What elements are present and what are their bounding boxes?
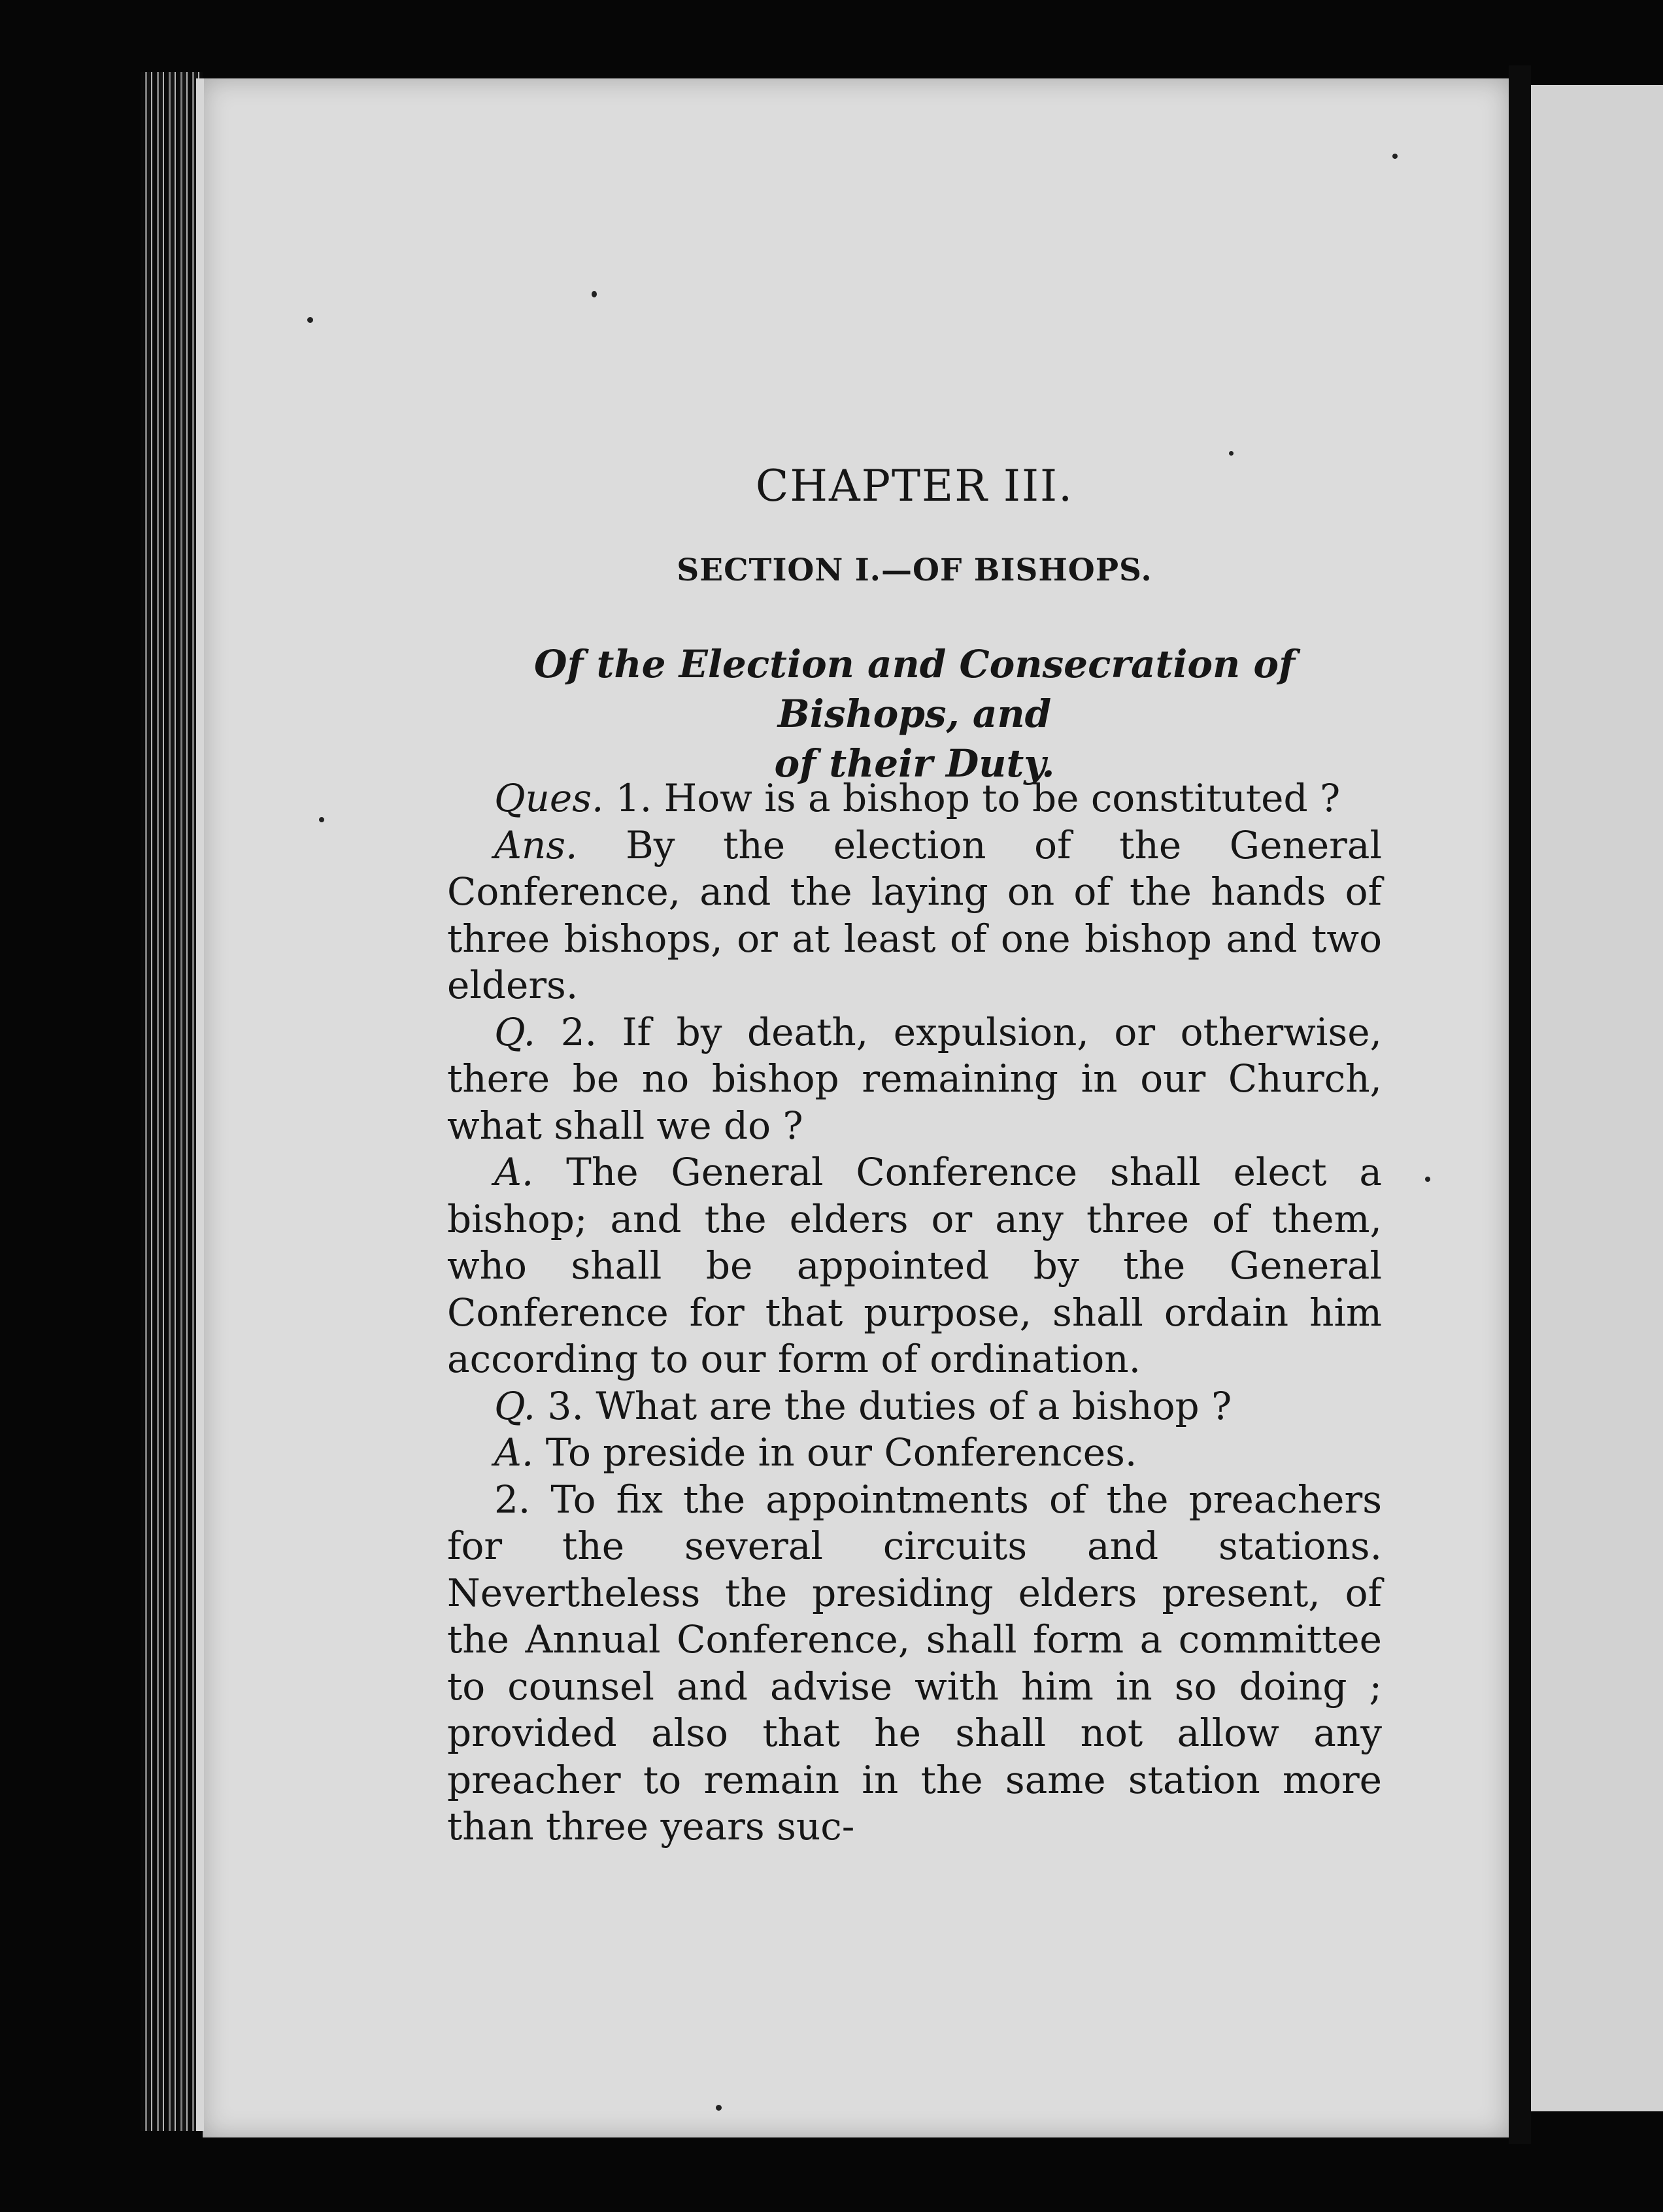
paragraph — [447, 1477, 1382, 1851]
paragraph — [447, 822, 1382, 1009]
paragraph — [447, 1430, 1382, 1477]
dust-speck — [1229, 451, 1234, 456]
paragraph-text: 1. How is a bishop to be constituted ? — [603, 776, 1341, 820]
section-heading: SECTION I.—OF BISHOPS. — [677, 552, 1152, 588]
dust-speck — [319, 817, 324, 822]
question-label: Q. — [494, 1009, 536, 1054]
dust-speck — [1425, 1177, 1430, 1182]
paragraph-text: 3. What are the duties of a bishop ? — [535, 1383, 1232, 1428]
dust-speck — [592, 291, 597, 297]
paragraph — [447, 1009, 1382, 1150]
body-text — [447, 775, 1382, 1851]
chapter-heading: CHAPTER III. — [755, 461, 1074, 511]
subtitle-line: of their Duty. — [774, 741, 1055, 786]
paragraph — [447, 1383, 1382, 1430]
answer-label: A. — [494, 1430, 534, 1475]
facing-page-edge — [1531, 85, 1663, 2111]
paragraph-text: 2. If by death, expulsion, or otherwise, there be no bishop remaining in our Church, what shall we do ? — [447, 1009, 1382, 1148]
paragraph-text: To preside in our Conferences. — [533, 1430, 1137, 1475]
answer-label: Ans. — [494, 822, 578, 867]
answer-label: A. — [494, 1150, 534, 1194]
question-label: Ques. — [494, 776, 604, 820]
section-subtitle — [447, 639, 1382, 788]
paragraph — [447, 1149, 1382, 1383]
paragraph-text: 2. To fix the appointments of the preachers for the several circuits and stations. Nevertheless the presiding elders present, of the Annual Conference, shall form a committee to counsel and advise with him in so doing ; provided also that he shall not allow any preacher to remain in the same station more than three years suc- — [447, 1477, 1382, 1849]
dust-speck — [1392, 154, 1398, 159]
subtitle-line: Of the Election and Consecration of Bishops, and — [533, 642, 1296, 736]
paragraph-text: The General Conference shall elect a bishop; and the elders or any three of them, who shall be appointed by the General Conference for that purpose, shall ordain him according to our form of ordination. — [447, 1150, 1382, 1381]
paragraph-text: By the election of the General Conference, and the laying on of the hands of three bishops, or at least of one bishop and two elders. — [447, 822, 1382, 1007]
gutter-shadow — [1509, 65, 1531, 2144]
paragraph — [447, 775, 1382, 822]
book-binding — [141, 72, 203, 2131]
dust-speck — [307, 317, 313, 323]
page-edge — [196, 78, 204, 2131]
question-label: Q. — [494, 1383, 536, 1428]
dust-speck — [716, 2105, 722, 2111]
